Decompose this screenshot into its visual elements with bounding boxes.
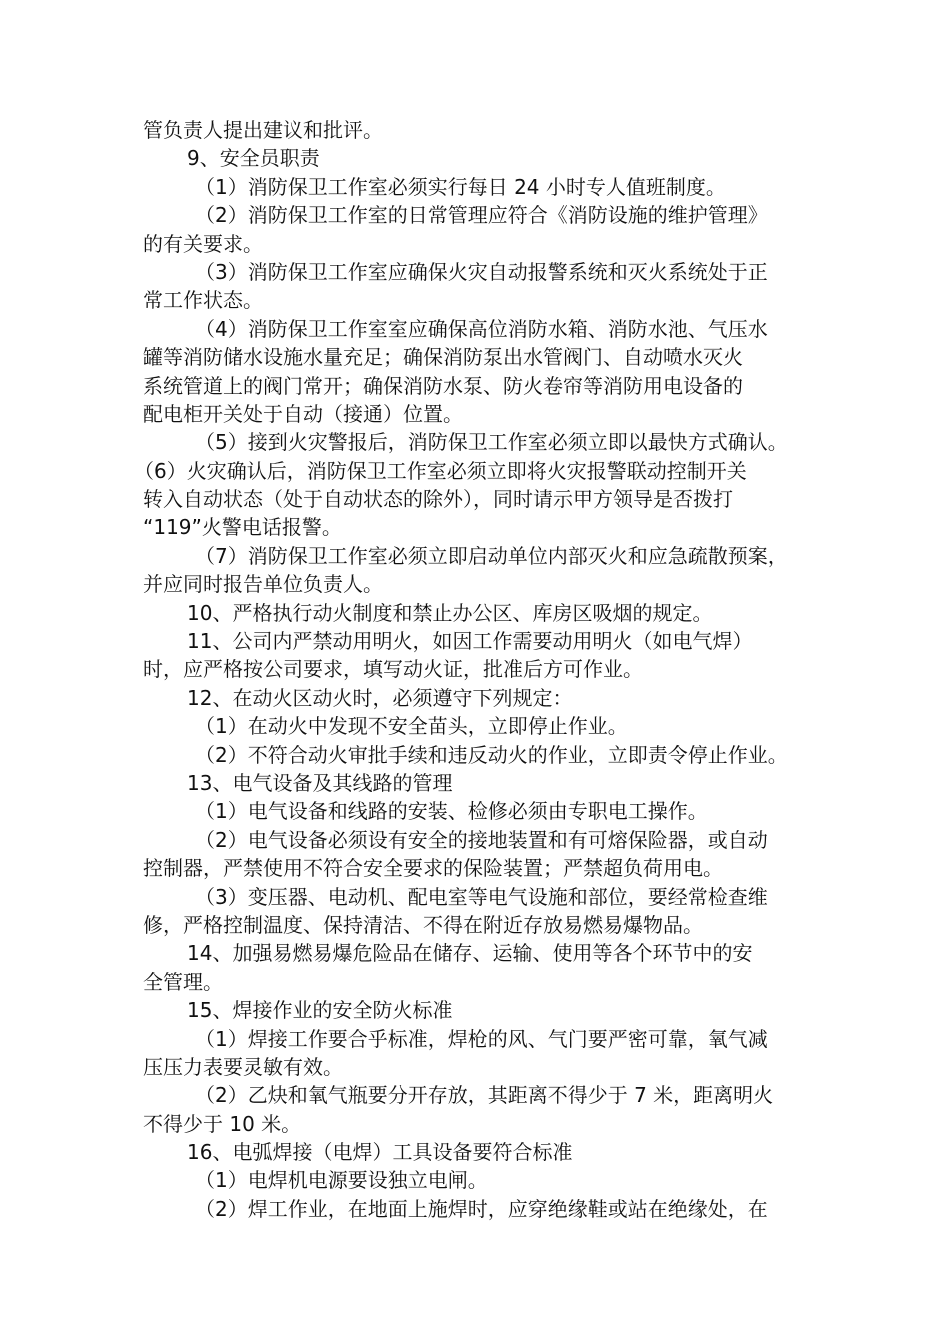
list-item: （6）火灾确认后，消防保卫工作室必须立即将火灾报警联动控制开关 [134, 458, 747, 483]
list-item: （2）电气设备必须设有安全的接地装置和有可熔保险器，或自动 [195, 827, 768, 852]
text-line: 的有关要求。 [143, 231, 263, 256]
section-heading: 14、加强易燃易爆危险品在储存、运输、使用等各个环节中的安 [187, 941, 753, 966]
document-body [134, 116, 815, 1223]
list-item: （3）消防保卫工作室应确保火灾自动报警系统和灭火系统处于正 [195, 259, 768, 284]
list-item: （2）乙炔和氧气瓶要分开存放，其距离不得少于 7 米，距离明火 [195, 1083, 774, 1108]
text-line: 管负责人提出建议和批评。 [143, 118, 383, 142]
section-heading: 10、严格执行动火制度和禁止办公区、库房区吸烟的规定。 [187, 600, 713, 625]
text-line: 时，应严格按公司要求，填写动火证，批准后方可作业。 [143, 657, 643, 682]
section-heading: 9、安全员职责 [187, 146, 320, 171]
text-line: 不得少于 10 米。 [143, 1111, 302, 1136]
list-item: （1）电气设备和线路的安装、检修必须由专职电工操作。 [195, 799, 708, 824]
text-line: 全管理。 [143, 969, 223, 994]
list-item: （1）消防保卫工作室必须实行每日 24 小时专人值班制度。 [195, 174, 726, 199]
list-item: （1）电焊机电源要设独立电闸。 [195, 1168, 488, 1193]
text-line: 转入自动状态（处于自动状态的除外），同时请示甲方领导是否拨打 [143, 487, 733, 512]
list-item: （1）在动火中发现不安全苗头，立即停止作业。 [195, 714, 628, 739]
section-heading: 12、在动火区动火时，必须遵守下列规定： [187, 685, 573, 710]
text-line: “119”火警电话报警。 [143, 515, 342, 540]
section-heading: 11、公司内严禁动用明火，如因工作需要动用明火（如电气焊） [187, 629, 753, 654]
text-line: 系统管道上的阀门常开；确保消防水泵、防火卷帘等消防用电设备的 [143, 373, 743, 398]
section-heading: 13、电气设备及其线路的管理 [187, 770, 453, 795]
list-item: （4）消防保卫工作室室应确保高位消防水箱、消防水池、气压水 [195, 316, 768, 341]
list-item: （5）接到火灾警报后，消防保卫工作室必须立即以最快方式确认。 [195, 430, 788, 455]
list-item: （7）消防保卫工作室必须立即启动单位内部灭火和应急疏散预案， [195, 543, 788, 568]
text-line: 罐等消防储水设施水量充足；确保消防泵出水管阀门、自动喷水灭火 [143, 345, 743, 370]
list-item: （2）焊工作业，在地面上施焊时，应穿绝缘鞋或站在绝缘处，在 [195, 1196, 768, 1221]
text-line: 常工作状态。 [143, 288, 263, 313]
section-heading: 15、焊接作业的安全防火标准 [187, 998, 453, 1023]
list-item: （2）消防保卫工作室的日常管理应符合《消防设施的维护管理》 [195, 203, 768, 228]
text-line: 控制器，严禁使用不符合安全要求的保险装置；严禁超负荷用电。 [143, 856, 723, 881]
section-heading: 16、电弧焊接（电焊）工具设备要符合标准 [187, 1140, 573, 1165]
text-line: 配电柜开关处于自动（接通）位置。 [143, 401, 463, 426]
text-line: 压压力表要灵敏有效。 [143, 1054, 343, 1079]
text-line: 修，严格控制温度、保持清洁、不得在附近存放易燃易爆物品。 [143, 912, 703, 937]
text-line: 并应同时报告单位负责人。 [143, 572, 383, 597]
list-item: （2）不符合动火审批手续和违反动火的作业，立即责令停止作业。 [195, 742, 788, 767]
list-item: （1）焊接工作要合乎标准，焊枪的风、气门要严密可靠，氧气减 [195, 1026, 768, 1051]
list-item: （3）变压器、电动机、配电室等电气设施和部位，要经常检查维 [195, 884, 768, 909]
